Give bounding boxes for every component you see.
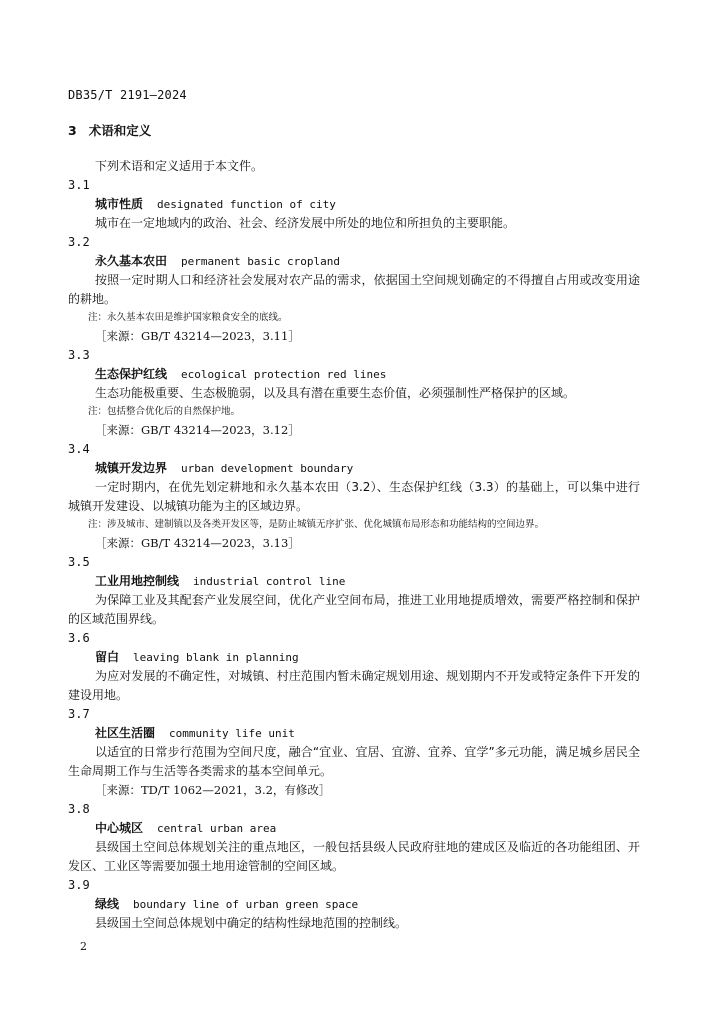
term-note: 注：涉及城市、建制镇以及各类开发区等，是防止城镇无序扩张、优化城镇布局形态和功能结构的空间边界。 bbox=[88, 519, 545, 530]
term-number: 3.6 bbox=[68, 631, 90, 645]
term-definition: 生态功能极重要、生态极脆弱，以及具有潜在重要生态价值，必须强制性严格保护的区域。 bbox=[95, 386, 576, 400]
term-heading bbox=[68, 819, 640, 838]
term-definition: 县级国土空间总体规划中确定的结构性绿地范围的控制线。 bbox=[95, 916, 408, 930]
term-zh: 永久基本农田 bbox=[95, 254, 168, 268]
term-definition: 以适宜的日常步行范围为空间尺度，融合“宜业、宜居、宜游、宜养、宜学”多元功能，满足城乡居民全生命周期工作与生活等各类需求的基本空间单元。 bbox=[68, 745, 640, 778]
term-en: urban development boundary bbox=[181, 462, 354, 475]
term-heading bbox=[68, 195, 640, 214]
term-entry bbox=[68, 629, 640, 705]
term-heading bbox=[68, 252, 640, 271]
term-definition: 一定时期内，在优先划定耕地和永久基本农田（3.2）、生态保护红线（3.3）的基础上，可以集中进行城镇开发建设、以城镇功能为主的区域边界。 bbox=[68, 480, 640, 513]
term-entry bbox=[68, 233, 640, 346]
term-definition: 为保障工业及其配套产业发展空间，优化产业空间布局，推进工业用地提质增效，需要严格控制和保护的区域范围界线。 bbox=[68, 593, 640, 626]
term-en: industrial control line bbox=[193, 575, 346, 588]
term-zh: 城镇开发边界 bbox=[95, 461, 168, 475]
term-entry bbox=[68, 176, 640, 233]
term-zh: 绿线 bbox=[95, 897, 120, 911]
term-entry bbox=[68, 440, 640, 553]
term-en: permanent basic cropland bbox=[181, 255, 340, 268]
term-en: leaving blank in planning bbox=[133, 651, 299, 664]
term-entry bbox=[68, 705, 640, 800]
standard-id: DB35/T 2191—2024 bbox=[68, 88, 187, 102]
term-number: 3.7 bbox=[68, 707, 90, 721]
section-number: 3 bbox=[68, 123, 77, 138]
term-definition: 为应对发展的不确定性，对城镇、村庄范围内暂未确定规划用途、规划期内不开发或特定条件下开发的建设用地。 bbox=[68, 669, 640, 702]
term-entry bbox=[68, 800, 640, 876]
term-en: community life unit bbox=[169, 727, 295, 740]
term-number: 3.5 bbox=[68, 555, 90, 569]
term-zh: 城市性质 bbox=[95, 197, 144, 211]
term-source: ［来源：GB/T 43214—2023，3.11］ bbox=[95, 329, 300, 343]
term-heading bbox=[68, 572, 640, 591]
term-number: 3.4 bbox=[68, 442, 90, 456]
section-title: 术语和定义 bbox=[88, 123, 152, 138]
term-number: 3.1 bbox=[68, 178, 90, 192]
term-entry bbox=[68, 346, 640, 440]
term-en: designated function of city bbox=[157, 198, 336, 211]
term-note: 注：包括整合优化后的自然保护地。 bbox=[88, 406, 241, 417]
term-zh: 中心城区 bbox=[95, 821, 144, 835]
term-zh: 工业用地控制线 bbox=[95, 574, 180, 588]
term-source: ［来源：GB/T 43214—2023，3.12］ bbox=[95, 423, 300, 437]
term-en: boundary line of urban green space bbox=[133, 898, 359, 911]
terms-list bbox=[68, 176, 640, 933]
term-heading bbox=[68, 724, 640, 743]
term-heading bbox=[68, 648, 640, 667]
term-definition: 城市在一定地域内的政治、社会、经济发展中所处的地位和所担负的主要职能。 bbox=[95, 216, 516, 230]
section-heading bbox=[68, 121, 151, 139]
term-heading bbox=[68, 895, 640, 914]
term-number: 3.2 bbox=[68, 235, 90, 249]
term-heading bbox=[68, 459, 640, 478]
section-intro: 下列术语和定义适用于本文件。 bbox=[95, 159, 264, 173]
term-source: ［来源：GB/T 43214—2023，3.13］ bbox=[95, 536, 300, 550]
term-definition: 按照一定时期人口和经济社会发展对农产品的需求，依据国土空间规划确定的不得擅自占用或改变用途的耕地。 bbox=[68, 273, 640, 306]
term-heading bbox=[68, 365, 640, 384]
page-number: 2 bbox=[80, 940, 87, 953]
term-number: 3.3 bbox=[68, 348, 90, 362]
term-number: 3.9 bbox=[68, 878, 90, 892]
term-number: 3.8 bbox=[68, 802, 90, 816]
term-entry bbox=[68, 876, 640, 933]
term-entry bbox=[68, 553, 640, 629]
term-en: ecological protection red lines bbox=[181, 368, 387, 381]
term-zh: 生态保护红线 bbox=[95, 367, 168, 381]
term-note: 注：永久基本农田是维护国家粮食安全的底线。 bbox=[88, 312, 288, 323]
term-definition: 县级国土空间总体规划关注的重点地区，一般包括县级人民政府驻地的建成区及临近的各功能组团、开发区、工业区等需要加强土地用途管制的空间区域。 bbox=[68, 840, 640, 873]
term-en: central urban area bbox=[157, 822, 277, 835]
term-zh: 留白 bbox=[95, 650, 120, 664]
term-zh: 社区生活圈 bbox=[95, 726, 156, 740]
term-source: ［来源：TD/T 1062—2021，3.2，有修改］ bbox=[95, 783, 331, 797]
